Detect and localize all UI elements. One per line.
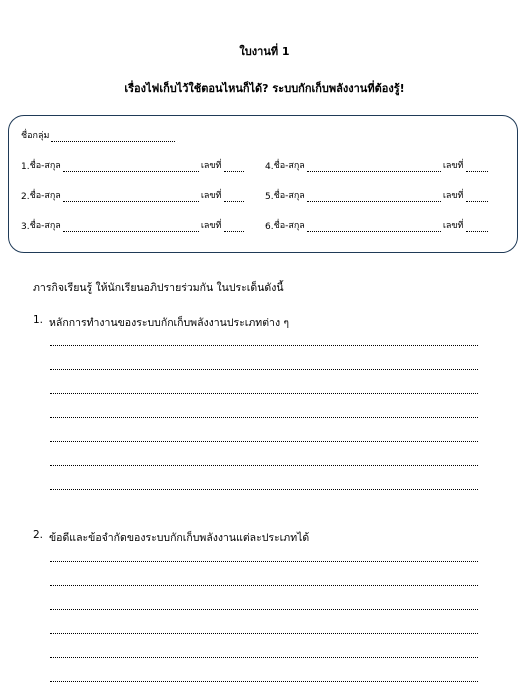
activity-intro: ภารกิจเรียนรู้ ให้นักเรียนอภิปรายร่วมกัน ในประเด็นดังนี้: [33, 282, 284, 294]
answer-line: [50, 345, 478, 346]
worksheet-subtitle: เรื่องไฟเก็บไว้ใช้ตอนไหนก็ได้? ระบบกักเก็บพลังงานที่ต้องรู้!: [124, 82, 405, 95]
answer-line: [50, 489, 478, 490]
answer-line: [50, 369, 478, 370]
number-label: เลขที่: [200, 161, 222, 171]
number-label: เลขที่: [442, 161, 464, 171]
number-blank: [466, 162, 488, 172]
member-index: 5.: [265, 192, 274, 202]
member-index: 1.: [21, 162, 30, 172]
number-blank: [224, 162, 244, 172]
name-label: ชื่อ-สกุล: [273, 221, 305, 231]
number-blank: [466, 222, 488, 232]
question-number: 1.: [33, 314, 44, 326]
answer-line: [50, 633, 478, 634]
member-row: [21, 188, 246, 202]
member-row: [265, 158, 490, 172]
name-blank: [307, 192, 441, 202]
answer-line: [50, 441, 478, 442]
worksheet-title: ใบงานที่ 1: [239, 45, 290, 58]
number-label: เลขที่: [200, 191, 222, 201]
member-row: [21, 158, 246, 172]
name-blank: [63, 192, 199, 202]
name-blank: [307, 222, 441, 232]
name-label: ชื่อ-สกุล: [29, 161, 61, 171]
number-label: เลขที่: [442, 221, 464, 231]
group-info-box: [8, 115, 518, 253]
member-index: 3.: [21, 222, 30, 232]
answer-line: [50, 681, 478, 682]
question-number: 2.: [33, 529, 44, 541]
group-label: ชื่อกลุ่ม: [21, 131, 50, 141]
number-label: เลขที่: [200, 221, 222, 231]
member-index: 6.: [265, 222, 274, 232]
name-label: ชื่อ-สกุล: [29, 191, 61, 201]
question-text: หลักการทำงานของระบบกักเก็บพลังงานประเภทต่าง ๆ: [49, 317, 290, 329]
name-blank: [63, 162, 199, 172]
group-name-blank: [51, 132, 175, 142]
name-blank: [63, 222, 199, 232]
question-item: [33, 529, 309, 546]
answer-line: [50, 609, 478, 610]
number-label: เลขที่: [442, 191, 464, 201]
answer-line: [50, 561, 478, 562]
answer-line: [50, 657, 478, 658]
answer-line: [50, 393, 478, 394]
member-row: [265, 188, 490, 202]
name-blank: [307, 162, 441, 172]
member-row: [21, 218, 246, 232]
name-label: ชื่อ-สกุล: [29, 221, 61, 231]
member-row: [265, 218, 490, 232]
group-name-row: [21, 128, 177, 142]
question-text: ข้อดีและข้อจำกัดของระบบกักเก็บพลังงานแต่ละประเภทได้: [49, 532, 310, 544]
name-label: ชื่อ-สกุล: [273, 191, 305, 201]
answer-line: [50, 465, 478, 466]
number-blank: [224, 222, 244, 232]
number-blank: [466, 192, 488, 202]
question-item: [33, 314, 289, 331]
name-label: ชื่อ-สกุล: [273, 161, 305, 171]
member-index: 4.: [265, 162, 274, 172]
member-index: 2.: [21, 192, 30, 202]
answer-line: [50, 585, 478, 586]
answer-line: [50, 417, 478, 418]
number-blank: [224, 192, 244, 202]
